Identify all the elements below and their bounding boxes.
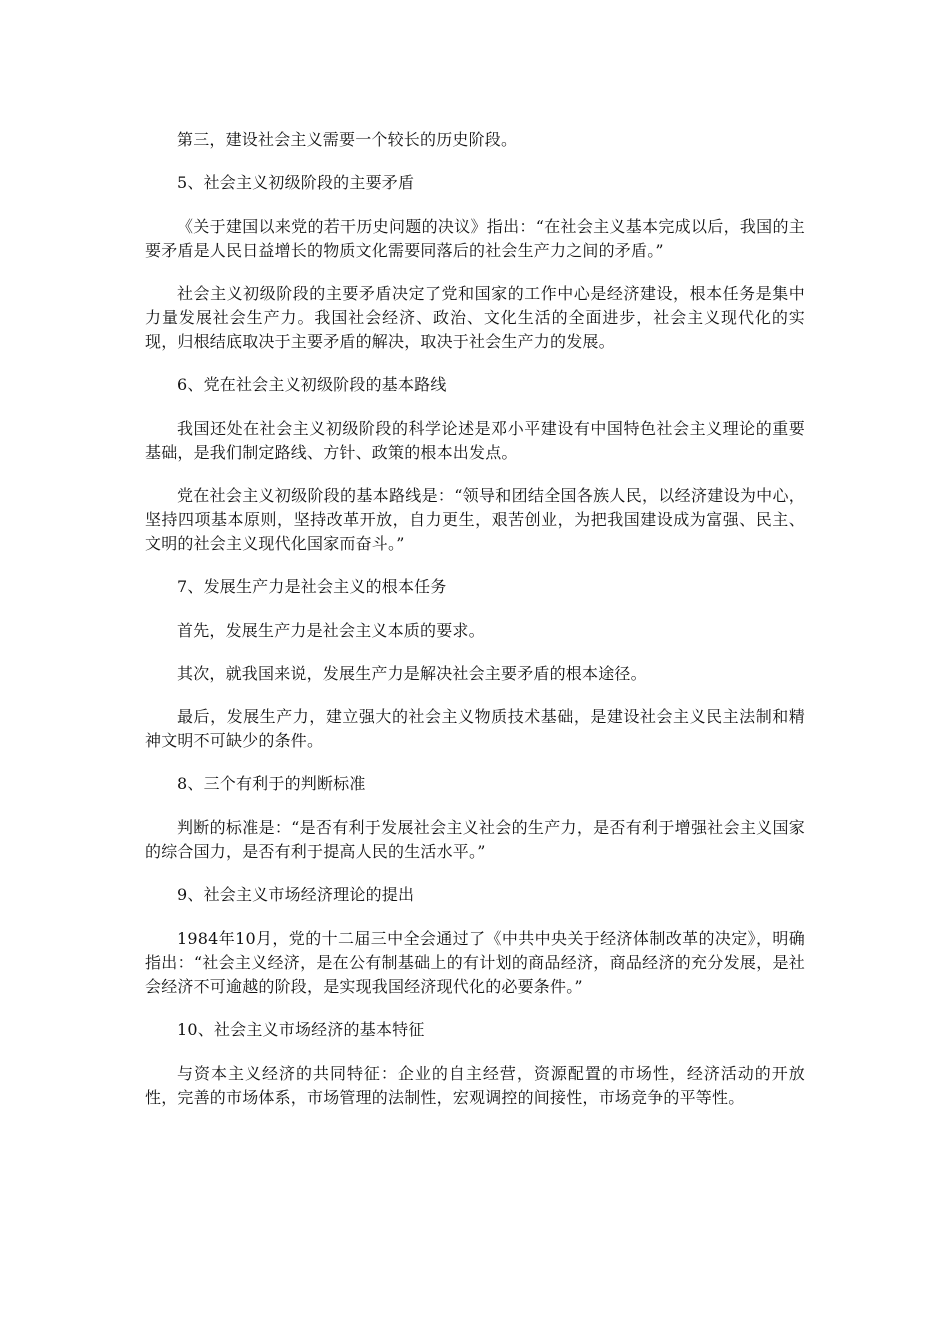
paragraph: 我国还处在社会主义初级阶段的科学论述是邓小平建设有中国特色社会主义理论的重要基础，是我们制定路线、方针、政策的根本出发点。 — [145, 419, 805, 462]
section-heading: 9、社会主义市场经济理论的提出 — [177, 885, 415, 904]
document-body — [145, 128, 805, 1129]
paragraph: 与资本主义经济的共同特征：企业的自主经营，资源配置的市场性，经济活动的开放性，完善的市场体系，市场管理的法制性，宏观调控的间接性，市场竞争的平等性。 — [145, 1064, 805, 1107]
paragraph: 1984年10月，党的十二届三中全会通过了《中共中央关于经济体制改革的决定》，明确指出：“社会主义经济，是在公有制基础上的有计划的商品经济，商品经济的充分发展，是社会经济不可逾越的阶段，是实现我国经济现代化的必要条件。” — [145, 929, 805, 996]
paragraph: 第三，建设社会主义需要一个较长的历史阶段。 — [177, 130, 518, 149]
section-heading: 8、三个有利于的判断标准 — [177, 774, 366, 793]
section-heading: 5、社会主义初级阶段的主要矛盾 — [177, 173, 415, 192]
section-heading: 10、社会主义市场经济的基本特征 — [177, 1020, 425, 1039]
paragraph: 判断的标准是：“是否有利于发展社会主义社会的生产力，是否有利于增强社会主义国家的综合国力，是否有利于提高人民的生活水平。” — [145, 818, 805, 861]
paragraph: 党在社会主义初级阶段的基本路线是：“领导和团结全国各族人民，以经济建设为中心，坚持四项基本原则，坚持改革开放，自力更生，艰苦创业，为把我国建设成为富强、民主、文明的社会主义现代化国家而奋斗。” — [145, 486, 805, 553]
paragraph: 《关于建国以来党的若干历史问题的决议》指出：“在社会主义基本完成以后，我国的主要矛盾是人民日益增长的物质文化需要同落后的社会生产力之间的矛盾。” — [145, 217, 805, 260]
section-heading: 6、党在社会主义初级阶段的基本路线 — [177, 375, 447, 394]
section-heading: 7、发展生产力是社会主义的根本任务 — [177, 577, 447, 596]
paragraph: 其次，就我国来说，发展生产力是解决社会主要矛盾的根本途径。 — [177, 664, 647, 683]
paragraph: 首先，发展生产力是社会主义本质的要求。 — [177, 621, 485, 640]
paragraph: 最后，发展生产力，建立强大的社会主义物质技术基础，是建设社会主义民主法制和精神文明不可缺少的条件。 — [145, 707, 805, 750]
paragraph: 社会主义初级阶段的主要矛盾决定了党和国家的工作中心是经济建设，根本任务是集中力量发展社会生产力。我国社会经济、政治、文化生活的全面进步，社会主义现代化的实现，归根结底取决于主要矛盾的解决，取决于社会生产力的发展。 — [145, 284, 805, 351]
